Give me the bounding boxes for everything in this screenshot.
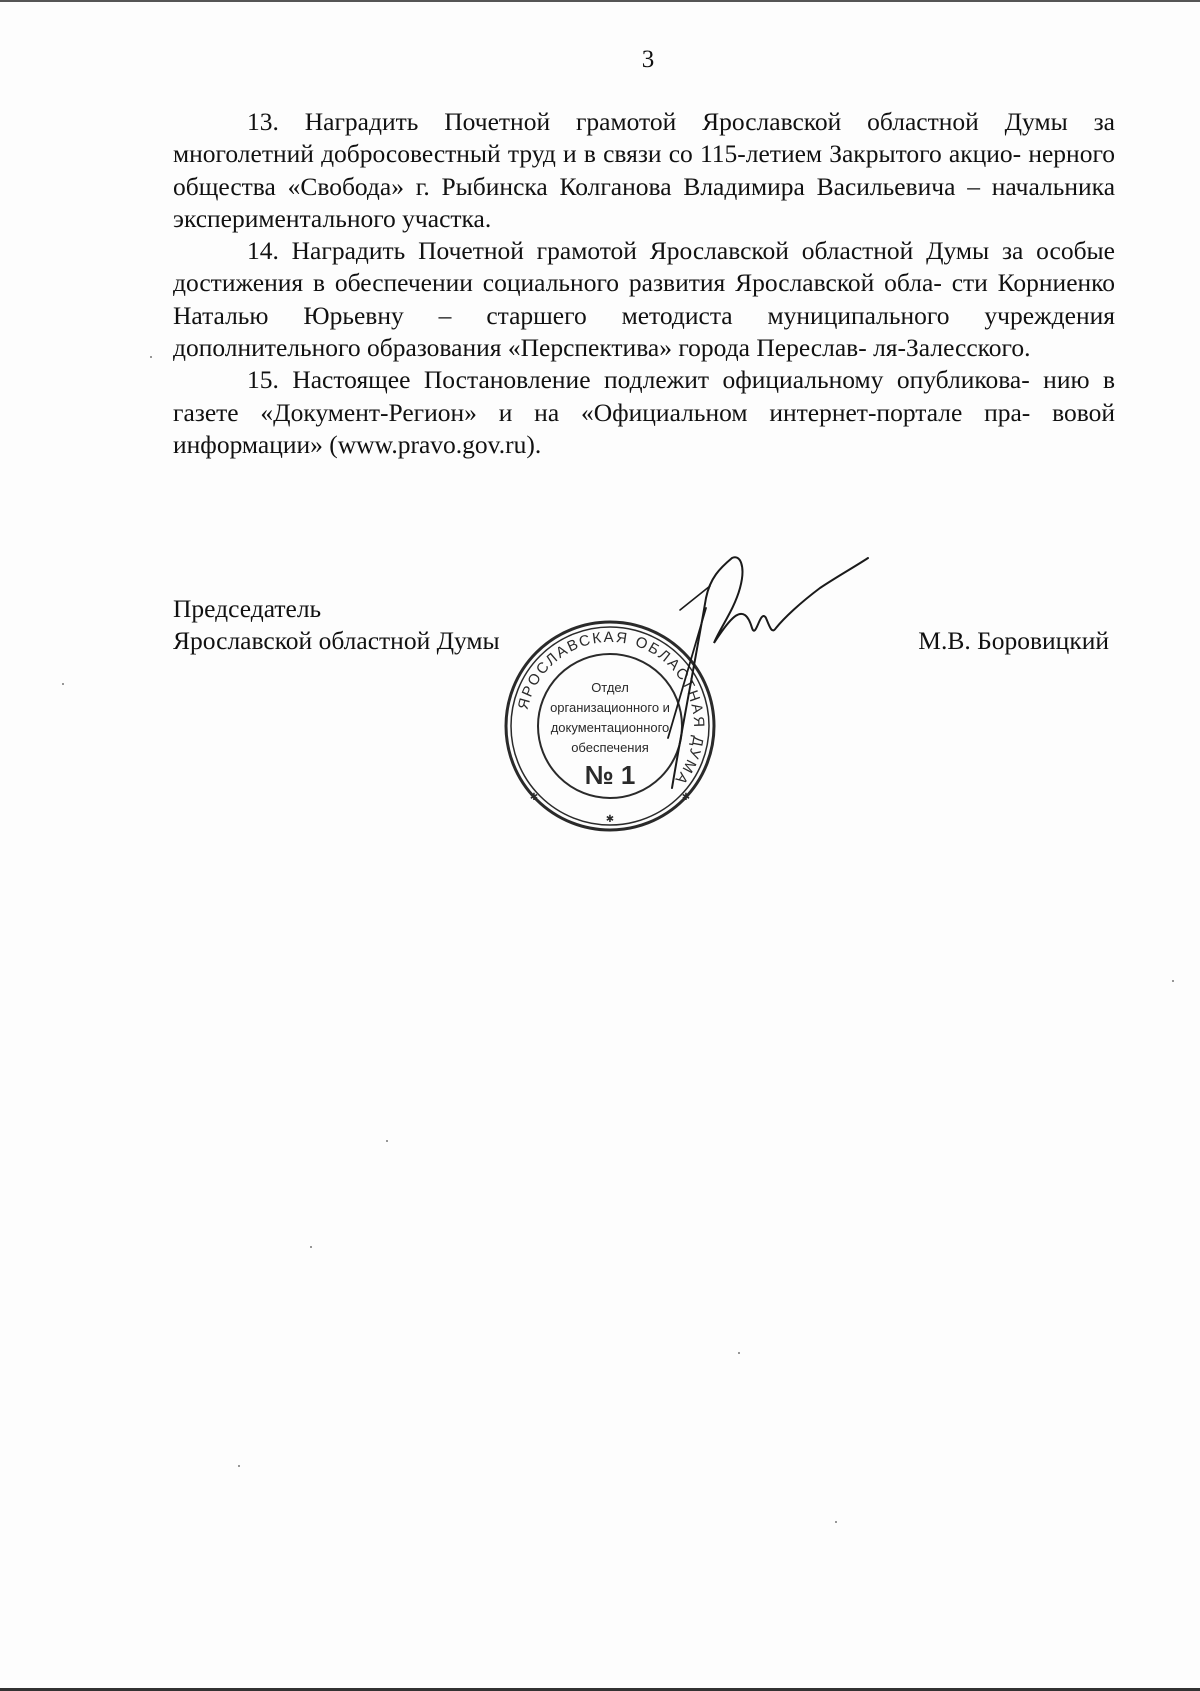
handwritten-signature <box>660 548 870 798</box>
stamp-line: Отдел <box>591 680 629 695</box>
stamp-line: организационного и <box>550 700 670 715</box>
paragraph-line: учреждения дополнительного образования «Перспектива» города Переслав- <box>173 300 1115 363</box>
scan-speck <box>386 1140 388 1142</box>
scan-top-edge <box>0 0 1200 2</box>
document-body <box>173 106 1115 461</box>
position-line: Председатель <box>173 594 322 623</box>
paragraph-line: 15. Настоящее Постановление подлежит официальному опубликова- <box>247 365 1030 395</box>
paragraph-line: ля-Залесского. <box>873 333 1031 363</box>
scan-speck <box>1172 980 1174 982</box>
scan-speck <box>835 1521 837 1523</box>
paragraph-line: 14. Наградить Почетной грамотой Ярославской областной Думы за <box>247 236 1024 266</box>
paragraph-14 <box>173 235 1115 364</box>
stamp-ring-text: ЯРОСЛАВСКАЯ ОБЛАСТНАЯ ДУМА <box>514 628 708 789</box>
paragraph-13 <box>173 106 1115 235</box>
stamp-line: обеспечения <box>571 740 649 755</box>
paragraph-line: – начальника экспериментального участка. <box>173 171 1116 233</box>
paragraph-line: многолетний добросовестный труд и в связи со 115-летием Закрытого акцио- <box>173 139 1022 169</box>
scan-speck <box>738 1352 740 1354</box>
scan-speck <box>238 1465 240 1467</box>
page-number: 3 <box>641 46 655 73</box>
star-icon: ✱ <box>681 792 691 803</box>
stamp-number: № 1 <box>584 760 636 790</box>
stamp-line: документационного <box>550 720 670 735</box>
paragraph-line: сти Корниенко Наталью Юрьевну – старшего методиста муниципального <box>173 268 1116 330</box>
paragraph-line: нию в газете «Документ-Регион» и на «Официальном интернет-портале пра- <box>173 365 1115 427</box>
scan-speck <box>62 683 64 685</box>
paragraph-line: вовой информации» (www.pravo.gov.ru). <box>173 397 1116 459</box>
star-icon: ✱ <box>605 814 615 825</box>
signatory-name: М.В. Боровицкий <box>918 626 1109 655</box>
scan-speck <box>150 356 152 358</box>
paragraph-15 <box>173 364 1115 461</box>
paragraph-line: нерного общества «Свобода» г. Рыбинска Колганова Владимира Васильевича <box>173 139 1116 201</box>
star-icon: ✱ <box>529 792 539 803</box>
scan-speck <box>310 1246 312 1248</box>
position-line: Ярославской областной Думы <box>173 626 500 655</box>
paragraph-line: особые достижения в обеспечении социального развития Ярославской обла- <box>173 236 1116 298</box>
paragraph-line: 13. Наградить Почетной грамотой Ярославской областной Думы за <box>247 107 1115 136</box>
